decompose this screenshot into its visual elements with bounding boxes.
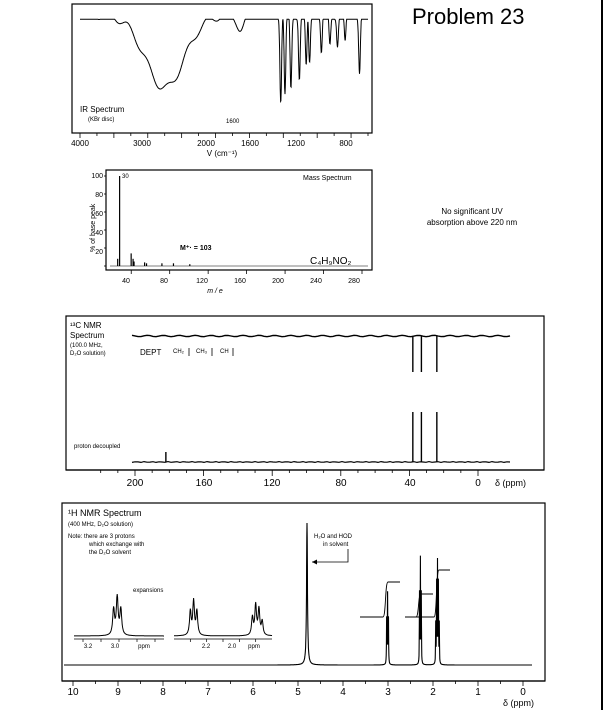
ms-y-tick-label: 60 [95,211,103,218]
ir-tick-label: 800 [339,139,353,148]
ir-tick-label: 1600 [241,139,259,148]
h1-axis-ticks [73,681,523,686]
ir-label: IR Spectrum [80,105,125,114]
c13-decoupled-label: proton decoupled [74,444,121,450]
c13-tick-label: 40 [404,478,416,489]
ir-marker-1600: 1600 [226,119,240,125]
h1-solvent-label-line1: H₂O and HOD [314,534,353,540]
h1-solvent-arrowhead [312,560,317,565]
exp2-ticks [190,639,255,642]
h1-tick-label: 1 [475,687,481,698]
c13-tick-label: 160 [195,478,213,489]
exp2-tick-label: 2.0 [227,644,237,650]
h1-solvent-label-line2: in solvent [323,542,349,548]
h1-tick-label: 6 [250,687,256,698]
h1-tick-label: 2 [430,687,436,698]
ms-title: Mass Spectrum [303,175,352,182]
ms-x-tick-label: 160 [234,278,246,285]
c13-axis-unit: δ (ppm) [495,478,527,488]
ms-x-tick-label: 40 [122,278,130,285]
uv-note-line2: absorption above 220 nm [426,218,518,227]
h1-expansion-1 [74,594,164,650]
ms-y-tick-label: 40 [95,230,103,237]
c13-tick-label: 120 [263,478,281,489]
c13-dept-ch: CH [220,349,229,355]
ms-y-tick-label: 100 [91,173,103,180]
c13-title-line2: Spectrum [70,331,105,340]
uv-note-line1: No significant UV [441,207,503,216]
h1-title: ¹H NMR Spectrum [68,508,142,518]
ir-tick-label: 1200 [287,139,305,148]
exp1-trace [74,594,164,636]
exp1-tick-label: 3.0 [110,644,120,650]
ms-xlabel: m / e [207,288,223,295]
h1-tick-label: 9 [115,687,121,698]
exp1-ticks [83,639,155,642]
h1-tick-label: 4 [340,687,346,698]
h1-tick-labels [67,687,526,698]
ms-x-tick-label: 80 [160,278,168,285]
ir-tick-label: 3000 [133,139,151,148]
c13-dept-ch2: CH₂ [173,349,184,355]
h1-conditions: (400 MHz, D₂O solution) [68,522,134,528]
ir-axis-unit: V (cm⁻¹) [206,149,238,158]
ms-formula: C₄H₉NO₂ [310,256,352,267]
c13-tick-label: 200 [126,478,144,489]
ms-y-tick-label: 20 [95,249,103,256]
h1-expansions-label: expansions [133,588,164,594]
h1-note-line3: the D₂O solvent [89,550,132,556]
h1-tick-label: 5 [295,687,301,698]
ir-tick-label: 2000 [197,139,215,148]
ir-sublabel: (KBr disc) [88,117,115,123]
ms-ylabel: % of base peak [90,203,97,252]
problem-title: Problem 23 [412,4,525,29]
ir-tick-label: 4000 [71,139,89,148]
c13-dept-ch3: CH₃ [196,349,208,355]
h1-tick-label: 0 [520,687,526,698]
ms-base-peak-label: 30 [122,174,129,180]
h1-note-line2: which exchange with [89,542,145,548]
h1-note-line1: Note: there are 3 protons [68,534,135,540]
h1-tick-label: 10 [67,687,79,698]
exp1-tick-label: ppm [138,644,150,650]
c13-tick-label: 80 [335,478,347,489]
ms-x-tick-label: 240 [310,278,322,285]
ms-x-tick-label: 120 [196,278,208,285]
ms-x-tick-label: 280 [348,278,360,285]
h1-tick-label: 7 [205,687,211,698]
c13-title-line3: (100.0 MHz, [70,343,103,349]
h1-tick-label: 3 [385,687,391,698]
c13-dept-label: DEPT [140,348,162,357]
exp1-tick-label: 3.2 [83,644,93,650]
h1-axis-unit: δ (ppm) [503,698,535,708]
c13-title-line4: D₂O solution) [70,351,106,357]
exp2-tick-label: ppm [248,644,260,650]
exp2-trace [174,598,272,636]
ms-x-tick-label: 200 [272,278,284,285]
exp2-tick-label: 2.2 [201,644,211,650]
h1-solvent-arrow [312,549,348,562]
c13-title-line1: ¹³C NMR [70,321,102,330]
h1-expansion-2 [174,598,272,650]
ms-y-tick-label: 80 [95,192,103,199]
h1-tick-label: 8 [160,687,166,698]
c13-tick-label: 0 [475,478,481,489]
ms-molecular-ion: M⁺· = 103 [180,245,212,252]
